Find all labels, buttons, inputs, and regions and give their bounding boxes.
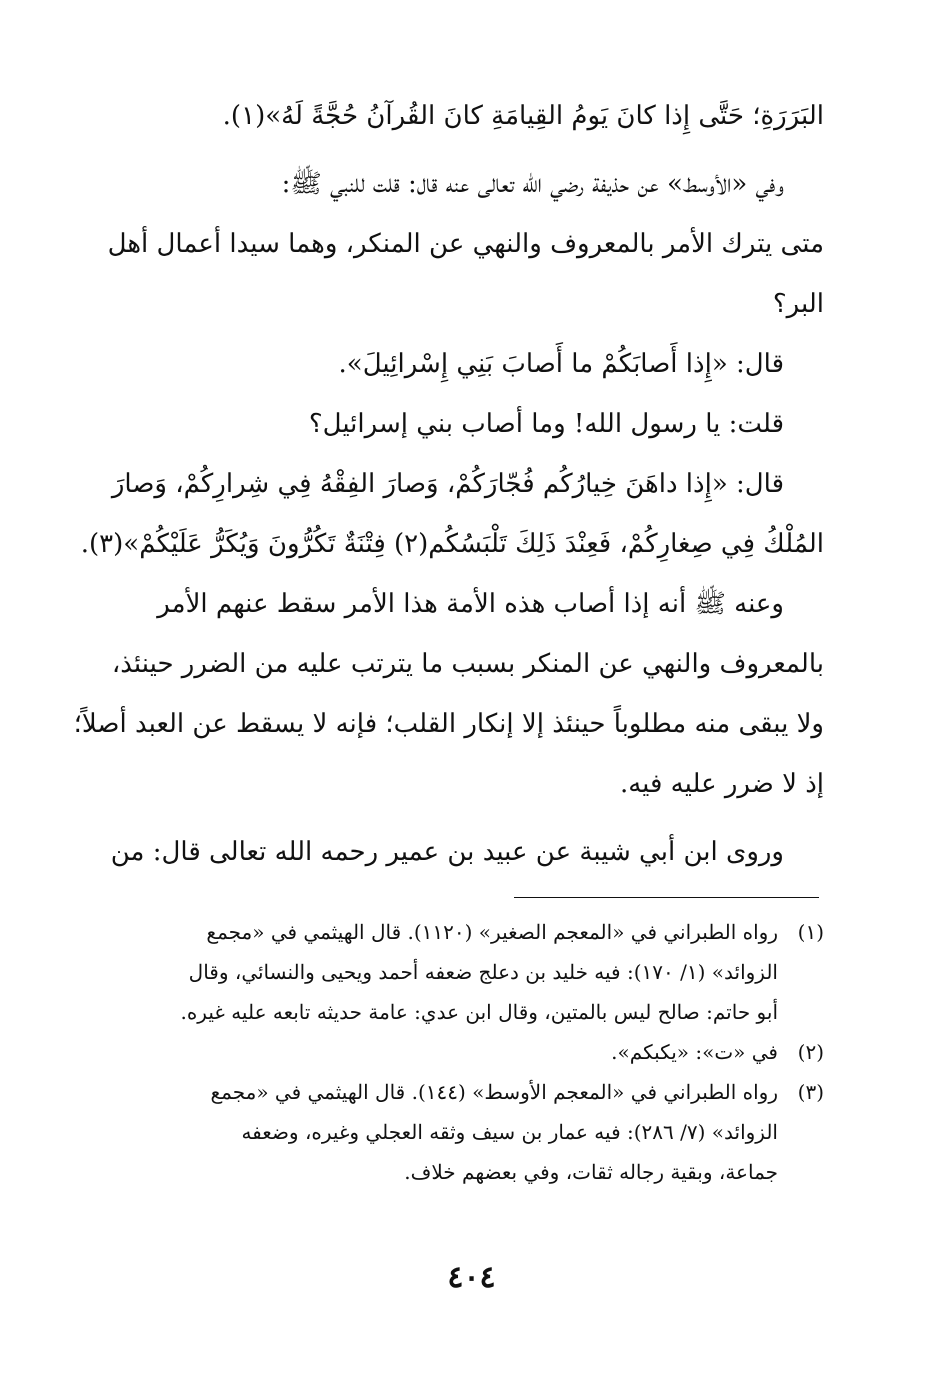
- footnote-line: أبو حاتم: صالح ليس بالمتين، وقال ابن عدي: عامة حديثه تابعه عليه غيره.: [180, 1000, 778, 1024]
- footnote-separator: [514, 897, 819, 898]
- text-line: وروى ابن أبي شيبة عن عبيد بن عمير رحمه الله تعالى قال: من: [110, 837, 784, 867]
- footnote-line: في «ت»: «يكبكم».: [611, 1040, 778, 1064]
- text-line: قلت: يا رسول الله! وما أصاب بني إسرائيل؟: [308, 409, 784, 439]
- text-line: البَرَرَةِ؛ حَتَّى إِذا كانَ يَومُ القِيامَةِ كانَ القُرآنُ حُجَّةً لَهُ»(١).: [222, 101, 824, 131]
- paragraph-gap: [108, 146, 824, 154]
- text-line: وفي «الأوسط» عن حذيفة رضي الله تعالى عنه قال: قلت للنبي ﷺ:: [281, 169, 784, 199]
- footnote-number: (١): [797, 920, 824, 944]
- footnote-line: رواه الطبراني في «المعجم الأوسط» (١٤٤). قال الهيثمي في «مجمع: [210, 1080, 778, 1104]
- footnote-body: [108, 912, 778, 1032]
- footnote-line: جماعة، وبقية رجاله ثقات، وفي بعضهم خلاف.: [404, 1160, 778, 1184]
- footnote-line: رواه الطبراني في «المعجم الصغير» (١١٢٠). قال الهيثمي في «مجمع: [206, 920, 778, 944]
- text-line: بالمعروف والنهي عن المنكر بسبب ما يترتب عليه من الضرر حينئذ،: [111, 649, 824, 679]
- text-line: إذ لا ضرر عليه فيه.: [619, 769, 824, 799]
- footnote: [108, 912, 824, 1032]
- text-line: البر؟: [772, 289, 824, 319]
- footnote-body: [108, 1032, 778, 1072]
- text-line: متى يترك الأمر بالمعروف والنهي عن المنكر، وهما سيدا أعمال أهل: [107, 229, 824, 259]
- footnote-number: (٢): [797, 1040, 824, 1064]
- footnote-number: (٣): [797, 1080, 824, 1104]
- text-line: المُلْكُ فِي صِغارِكُمْ، فَعِنْدَ ذَلِكَ تَلْبَسُكُم(٢) فِتْنَةٌ تَكُرُّونَ وَيُكَرُّ عَلَيْكُمْ»(٣).: [80, 529, 824, 559]
- paragraph-gap: [108, 814, 824, 822]
- footnote: [108, 1032, 824, 1072]
- main-text: [73, 86, 824, 882]
- footnote-line: الزوائد» (٧/ ٢٨٦): فيه عمار بن سيف وثقه العجلي وغيره، وضعفه: [241, 1120, 778, 1144]
- page-number: ٤٠٤: [447, 1260, 496, 1295]
- text-line: قال: «إِذا أَصابَكُمْ ما أَصابَ بَنِي إِسْرائِيلَ».: [338, 349, 784, 379]
- footnote: [108, 1072, 824, 1192]
- footnote-line: الزوائد» (١/ ١٧٠): فيه خليد بن دعلج ضعفه أحمد ويحيى والنسائي، وقال: [188, 960, 778, 984]
- text-line: ولا يبقى منه مطلوباً حينئذ إلا إنكار القلب؛ فإنه لا يسقط عن العبد أصلاً؛: [73, 709, 824, 739]
- footnote-body: [108, 1072, 778, 1192]
- text-line: وعنه ﷺ أنه إذا أصاب هذه الأمة هذا الأمر سقط عنهم الأمر: [157, 589, 784, 619]
- text-line: قال: «إِذا داهَنَ خِيارُكُم فُجّارَكُمْ، وَصارَ الفِقْهُ فِي شِرارِكُمْ، وَصارَ: [111, 469, 784, 499]
- footnotes: [108, 912, 824, 1192]
